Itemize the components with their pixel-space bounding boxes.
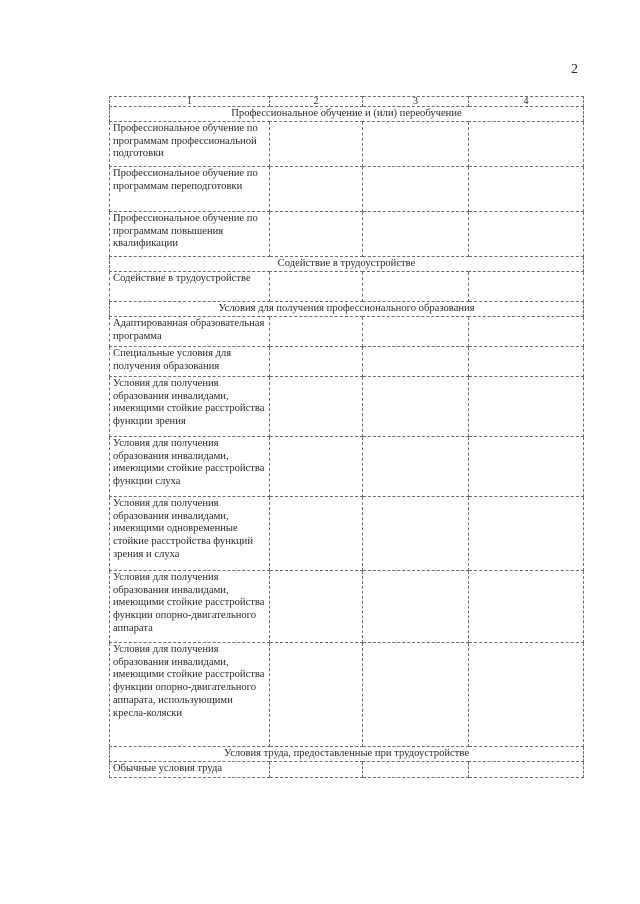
row-label: Обычные условия труда [110,762,270,778]
table-row [110,377,584,437]
empty-cell [469,212,584,257]
empty-cell [270,272,363,302]
empty-cell [363,212,469,257]
section-header-row [110,257,584,272]
row-label: Профессиональное обучение по программам повышения квалификации [110,212,270,257]
empty-cell [363,571,469,643]
empty-cell [363,317,469,347]
table-row [110,437,584,497]
empty-cell [270,122,363,167]
empty-cell [270,347,363,377]
empty-cell [270,377,363,437]
empty-cell [469,377,584,437]
empty-cell [363,762,469,778]
table-row [110,212,584,257]
table-row [110,762,584,778]
empty-cell [363,497,469,571]
table-row [110,272,584,302]
row-label: Условия для получения образования инвалидами, имеющими одновременные стойкие расстройства функций зрения и слуха [110,497,270,571]
empty-cell [469,571,584,643]
empty-cell [469,643,584,747]
empty-cell [469,347,584,377]
empty-cell [270,317,363,347]
empty-cell [270,212,363,257]
section-header-row [110,302,584,317]
empty-cell [469,762,584,778]
table-row [110,497,584,571]
empty-cell [270,643,363,747]
services-table [109,96,584,778]
section-title: Профессиональное обучение и (или) переобучение [110,107,584,122]
row-label: Условия для получения образования инвалидами, имеющими стойкие расстройства функции зрения [110,377,270,437]
empty-cell [363,347,469,377]
empty-cell [363,122,469,167]
empty-cell [469,122,584,167]
table-row [110,167,584,212]
column-number: 3 [363,97,469,107]
column-number: 2 [270,97,363,107]
empty-cell [270,167,363,212]
row-label: Профессиональное обучение по программам профессиональной подготовки [110,122,270,167]
row-label: Профессиональное обучение по программам переподготовки [110,167,270,212]
empty-cell [469,167,584,212]
empty-cell [270,497,363,571]
table-row [110,643,584,747]
row-label: Специальные условия для получения образования [110,347,270,377]
row-label: Условия для получения образования инвалидами, имеющими стойкие расстройства функции слуха [110,437,270,497]
empty-cell [363,272,469,302]
table-row [110,317,584,347]
section-header-row [110,107,584,122]
row-label: Условия для получения образования инвалидами, имеющими стойкие расстройства функции опорно-двигательного аппарата, использующими кресла-коляски [110,643,270,747]
section-title: Условия труда, предоставленные при трудоустройстве [110,747,584,762]
empty-cell [469,497,584,571]
section-title: Условия для получения профессионального образования [110,302,584,317]
empty-cell [270,762,363,778]
empty-cell [363,437,469,497]
row-label: Условия для получения образования инвалидами, имеющими стойкие расстройства функции опорно-двигательного аппарата [110,571,270,643]
table-row [110,122,584,167]
empty-cell [469,272,584,302]
row-label: Содействие в трудоустройстве [110,272,270,302]
empty-cell [270,437,363,497]
column-number: 4 [469,97,584,107]
section-header-row [110,747,584,762]
table-row [110,347,584,377]
row-label: Адаптированная образовательная программа [110,317,270,347]
page-number: 2 [571,62,578,77]
empty-cell [469,437,584,497]
column-number-row [110,97,584,107]
table-row [110,571,584,643]
section-title: Содействие в трудоустройстве [110,257,584,272]
empty-cell [363,167,469,212]
empty-cell [363,643,469,747]
column-number: 1 [110,97,270,107]
empty-cell [270,571,363,643]
empty-cell [363,377,469,437]
empty-cell [469,317,584,347]
